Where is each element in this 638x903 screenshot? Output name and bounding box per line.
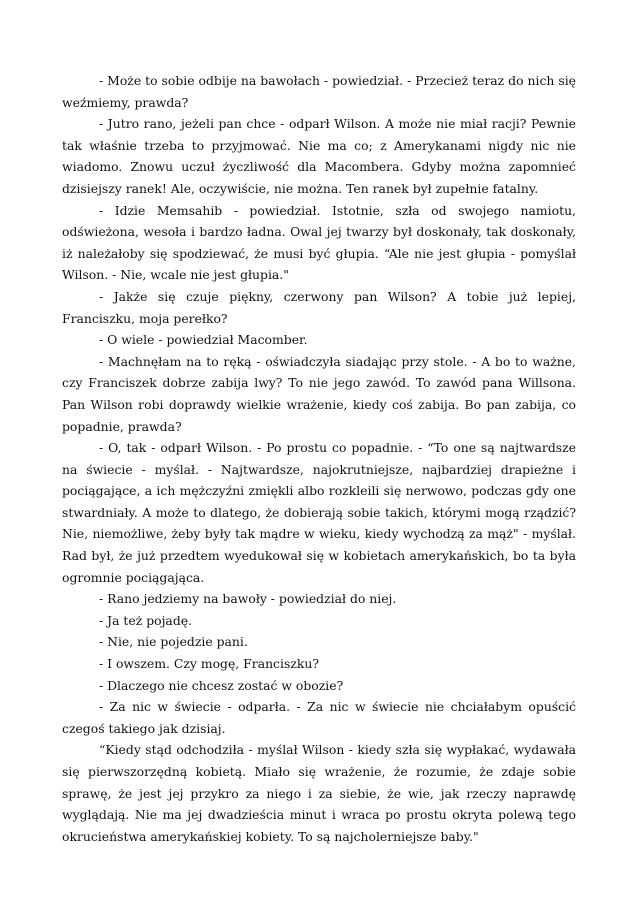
paragraph: - O, tak - odparł Wilson. - Po prostu co popadnie. - “To one są najtwardsze na świecie - myślał. - Najtwardsze, najokrutniejsze, najbardziej drapieżne i pociągające, a ich mężczyźni zmiękli albo rozkleili się nerwowo, podczas gdy one stwardniały. A może to dlatego, że dobierają sobie takich, którymi mogą rządzić? Nie, niemożliwe, żeby były tak mądre w wieku, kiedy wychodzą za mąż" - myślał. Rad był, że już przedtem wyedukował się w kobietach amerykańskich, bo ta była ogromnie pociągająca. (62, 440, 576, 585)
paragraph: - Za nic w świecie - odparła. - Za nic w świecie nie chciałabym opuścić czegoś takiego jak dzisiaj. (62, 699, 576, 736)
paragraph: - Jutro rano, jeżeli pan chce - odparł Wilson. A może nie miał racji? Pewnie tak właśnie trzeba to przyjmować. Nie ma co; z Amerykanami nigdy nic nie wiadomo. Znowu uczuł życzliwość dla Macombera. Gdyby można zapomnieć dzisiejszy ranek! Ale, oczywiście, nie można. Ten ranek był zupełnie fatalny. (62, 116, 576, 196)
paragraph: - Dlaczego nie chcesz zostać w obozie? (99, 677, 344, 693)
paragraph: - O wiele - powiedział Macomber. (99, 332, 308, 348)
paragraph: “Kiedy stąd odchodziła - myślał Wilson - kiedy szła się wypłakać, wydawała się pierwszorzędną kobietą. Miało się wrażenie, że rozumie, że zdaje sobie sprawę, że jest jej przykro za niego i za siebie, że wie, jak rzeczy naprawdę wyglądają. Nie ma jej dwadzieścia minut i wraca po prostu okryta polewą tego okrucieństwa amerykańskiej kobiety. To są najcholerniejsze baby." (62, 742, 576, 844)
paragraph: - Może to sobie odbije na bawołach - powiedział. - Przecież teraz do nich się weźmiemy, prawda? (62, 73, 576, 110)
paragraph: - Ja też pojadę. (99, 612, 193, 628)
paragraph: - Idzie Memsahib - powiedział. Istotnie, szła od swojego namiotu, odświeżona, wesoła i bardzo ładna. Owal jej twarzy był doskonały, tak doskonały, iż należałoby się spodziewać, że musi być głupia. “Ale nie jest głupia - pomyślał Wilson. - Nie, wcale nie jest głupia." (62, 202, 576, 283)
paragraph: - I owszem. Czy mogę, Franciszku? (99, 656, 319, 672)
paragraph: - Rano jedziemy na bawoły - powiedział do niej. (99, 591, 397, 607)
story-text (62, 70, 576, 847)
paragraph: - Machnęłam na to ręką - oświadczyła siadając przy stole. - A bo to ważne, czy Franciszek dobrze zabija lwy? To nie jego zawód. To zawód pana Willsona. Pan Wilson robi doprawdy wielkie wrażenie, kiedy coś zabija. Bo pan zabija, co popadnie, prawda? (62, 353, 576, 434)
paragraph: - Nie, nie pojedzie pani. (99, 634, 248, 650)
paragraph: - Jakże się czuje piękny, czerwony pan Wilson? A tobie już lepiej, Franciszku, moja perełko? (62, 288, 576, 326)
